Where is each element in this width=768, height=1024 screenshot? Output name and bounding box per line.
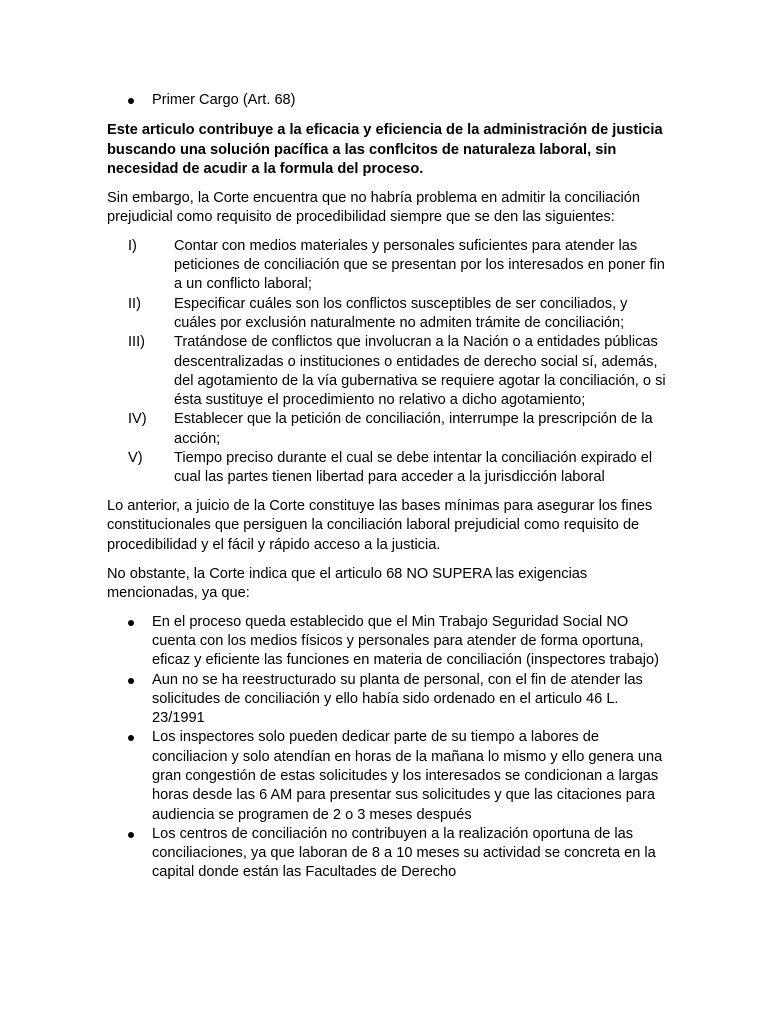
list-item <box>107 410 667 449</box>
list-item-text: Establecer que la petición de conciliación, interrumpe la prescripción de la acción; <box>174 411 653 447</box>
bullet-icon <box>128 832 134 838</box>
bullet-icon <box>128 678 134 684</box>
list-number: V) <box>128 450 143 467</box>
list-item-text: Especificar cuáles son los conflictos susceptibles de ser conciliados, y cuáles por exclusión naturalmente no admiten trámite de conciliación; <box>174 295 628 331</box>
list-item <box>107 237 667 295</box>
list-item-text: Contar con medios materiales y personales suficientes para atender las peticiones de conciliación que se presentan por los interesados en poner fin a un conflicto laboral; <box>174 237 665 293</box>
list-item <box>107 449 667 488</box>
list-item <box>107 671 667 729</box>
bullet-icon <box>128 98 134 104</box>
bold-paragraph: Este articulo contribuye a la eficacia y eficiencia de la administración de justicia buscando una solución pacífica a las conflcitos de naturaleza laboral, sin necesidad de acudir a la formula del proceso. <box>107 122 663 177</box>
list-item <box>107 91 667 110</box>
paragraph: No obstante, la Corte indica que el articulo 68 NO SUPERA las exigencias mencionadas, ya que: <box>107 565 588 601</box>
list-item-text: Los inspectores solo pueden dedicar parte de su tiempo a labores de conciliacion y solo atendían en horas de la mañana lo mismo y ello genera una gran congestión de estas solicitudes y los interesados se condicionan a largas horas desde las 6 AM para presentar sus solicitudes y que las citaciones para audiencia se programen de 2 o 3 meses después <box>152 729 663 823</box>
document-body <box>107 91 667 883</box>
list-item-text: Tratándose de conflictos que involucran a la Nación o a entidades públicas descentralizadas o instituciones o entidades de derecho social sí, además, del agotamiento de la vía gubernativa se requiere agotar la conciliación, o si ésta sustituye el procedimiento no relativo a dicho agotamiento; <box>174 334 666 409</box>
paragraph: Lo anterior, a juicio de la Corte constituye las bases mínimas para asegurar los fines constitucionales que persiguen la conciliación laboral prejudicial como requisito de procedibilidad y el fácil y rápido acceso a la justicia. <box>107 498 653 553</box>
list-number: IV) <box>128 411 147 428</box>
list-item-text: Aun no se ha reestructurado su planta de personal, con el fin de atender las solicitudes de conciliación y ello había sido ordenado en el articulo 46 L. 23/1991 <box>152 671 643 727</box>
requirements-list <box>107 237 667 488</box>
bullet-icon <box>128 735 134 741</box>
list-item-text: Tiempo preciso durante el cual se debe intentar la conciliación expirado el cual las partes tienen libertad para acceder a la jurisdicción laboral <box>174 450 653 486</box>
list-number: II) <box>128 295 141 312</box>
list-item <box>107 728 667 824</box>
paragraph: Sin embargo, la Corte encuentra que no habría problema en admitir la conciliación prejudicial como requisito de procedibilidad siempre que se den las siguientes: <box>107 189 640 225</box>
list-item-text: En el proceso queda establecido que el Min Trabajo Seguridad Social NO cuenta con los medios físicos y personales para atender de forma oportuna, eficaz y eficiente las funciones en materia de conciliación (inspectores trabajo) <box>152 613 659 669</box>
heading-bullet-list <box>107 91 667 110</box>
list-item <box>107 825 667 883</box>
list-item <box>107 333 667 410</box>
bullet-icon <box>128 620 134 626</box>
reasons-list <box>107 613 667 883</box>
list-number: I) <box>128 237 137 254</box>
list-number: III) <box>128 334 146 351</box>
bullet-text: Primer Cargo (Art. 68) <box>152 92 296 108</box>
list-item <box>107 613 667 671</box>
list-item-text: Los centros de conciliación no contribuyen a la realización oportuna de las conciliaciones, ya que laboran de 8 a 10 meses su actividad se concreta en la capital donde están las Facultades de Derecho <box>152 825 656 881</box>
list-item <box>107 295 667 334</box>
